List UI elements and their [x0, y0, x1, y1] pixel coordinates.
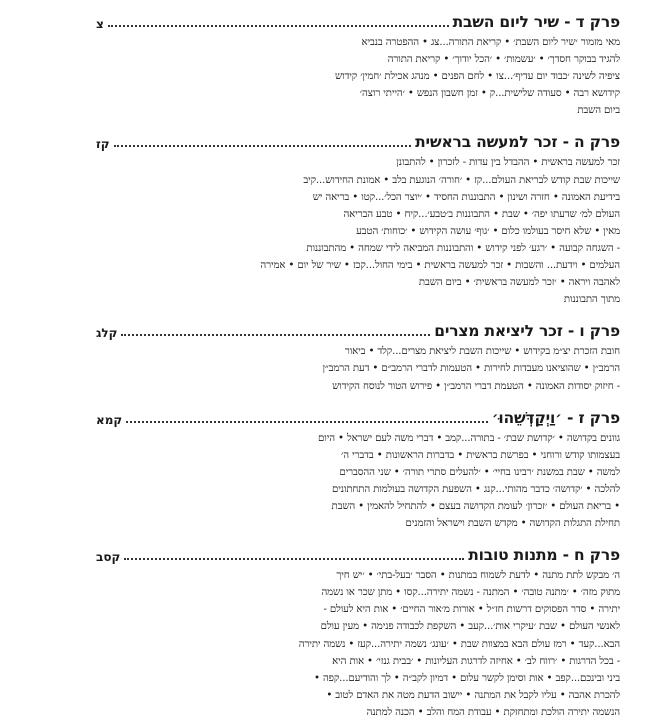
topic-line: יתירה • סדר הפסוקים דרשות חז״ל • אורות מ׳אור החיים׳ • אות היא לעולם -: [323, 604, 620, 616]
topic-line: למשה • שבת במשנת ׳רבינו בחיי׳ • ׳להעלים סתרי תורה׳ • שני ההסברים: [339, 466, 620, 478]
dot-leader: [114, 145, 412, 147]
chapter-topics: [116, 343, 620, 394]
chapter-heading: [96, 128, 620, 152]
chapter-topics: [116, 567, 620, 721]
chapter-page-number: קמא: [96, 412, 123, 427]
topic-line: לאהבה ויראה • ׳זכר למעשה בראשית׳ • ביום השבת: [418, 277, 620, 289]
chapter-heading: [96, 317, 620, 341]
chapter-title: פרק ו - זכר ליציאת מצרים: [434, 322, 620, 341]
chapter-heading: [96, 404, 620, 427]
topic-line: בעצמותו קודש ורוחני • בפרשת בראשית • בדברות הראשונות • בדברי ה׳: [341, 449, 620, 461]
dot-leader: [121, 334, 430, 336]
topic-line: מתוק מזה׳ • ׳מתנה טובה׳ • המתנה - נשמה יתירה...קסו • מתן שכר או נשמה: [321, 587, 620, 599]
chapter-title: פרק ה - זכר למעשה בראשית: [415, 133, 620, 152]
dot-leader: [126, 421, 487, 423]
topic-line: לאנשי העולם • שבת ׳עיקרי אות׳...קעב • השקפת לכבודה פנימה • מעין עולם: [320, 621, 620, 633]
topic-line: תחילת התגלות הקדושה • מקדש השבת וישראל והזמנים: [405, 518, 620, 530]
topic-line: להלכה • ׳קדושה׳ כדבר מהותי...קנג • השפעת הקדושה בעולמות התחתונים: [331, 483, 620, 495]
chapter-heading: [96, 541, 620, 565]
chapter-topics: [116, 154, 620, 308]
topic-line: - חיזוק יסודות האמונה • הטעמת דברי הרמב״ן • פירוש הטור לנוסח הקידוש: [332, 380, 620, 392]
topic-line: העולם למ׳ שדעתו יפה׳ • שבת • התבוננות ב׳טבע׳...קיח • טבע הבריאה: [343, 208, 620, 220]
chapter-8: [96, 541, 620, 721]
topic-line: ביני ובינכם...קפב • אות וסימן לקשר עלום • דמיון לקב״ה • לך והודיעם...קפה •: [314, 672, 620, 684]
topic-line: מתוך התבוננות: [563, 294, 620, 306]
topic-line: להגיד בבוקר חסדך׳ • ׳עשמות׳ • ׳הכל יודוך׳ • קריאת התורה: [387, 54, 620, 66]
topic-line: מאי מזמור ׳שיר ליום השבת׳ • קריאת התורה...צג • ההפטרה בנביא: [361, 37, 620, 48]
topic-line: ה׳ מבקש לתת מתנה • לדעת לשמוח במתנות • הסבר ׳בעל-בתי׳ • ׳יש חיך: [336, 570, 620, 582]
topic-line: העלמים • וידעת... והשבות • זכר למעשה בראשית • בימי החול...קכז • שיר של יום • אמירה: [260, 260, 620, 272]
topic-line: קידושא רבה • סעודה שלישית...ק • זמן חשבון הנפש • ׳הייתי רוצה׳: [359, 88, 620, 100]
topic-line: הנשמה יתירה הולכת ומתחזקת • עבודת המח והלב • הכנה למתנה: [366, 706, 620, 718]
topic-line: שייכות שבת קודש לבריאת העולם...קז • ׳חורה׳ הנוגעת בלב • אמונת החידוש...קיב: [303, 174, 620, 186]
topic-line: זכר למעשה בראשית • ההבדל בין עדות - לזכרון • להתבונן: [396, 157, 620, 169]
chapter-page-number: צ: [96, 17, 104, 31]
topic-line: • בריאת העולם • ׳זכרון׳ לעומת הקדושה בעצם • להתחיל להאמין • השבת: [331, 500, 620, 512]
chapter-4: [96, 8, 620, 119]
topic-line: מאין • שלא חיסר בעולמו כלום • ׳גוף׳ עושה הקידוש • ׳כוחות׳ הטבע: [356, 225, 620, 237]
chapter-page-number: קלג: [96, 326, 118, 341]
topic-line: הרמב״ן • שהוציאנו מעבדות לחירות • הטעמות לדברי הרמב״ם • דעת הרמב״ן: [322, 363, 620, 375]
chapter-page-number: קסב: [96, 550, 121, 565]
chapter-title: פרק ח - מתנות טובות: [468, 546, 620, 565]
topic-line: להכרת אהבה • עליו לקבל את המתנה • יישוב הדעת מטה את האדם לטוב •: [326, 689, 620, 701]
topic-line: חובת הזכרת יצ״מ בקידוש • שייכות השבת ליציאת מצרים...קלד • ביאור: [344, 346, 620, 358]
dot-leader: [124, 558, 464, 560]
chapter-topics: [116, 430, 620, 533]
topic-line: גוונים בקדושה • ׳קדושת שבת׳ - בתורה...קמב • דברי משה לעם ישראל • היום: [318, 432, 620, 444]
chapter-7: [96, 404, 620, 533]
chapter-topics: [116, 34, 620, 119]
topic-line: בידיעת האמונה • חזרה ושינון • התבוננות החסיד • ׳יוצר הכל׳...קטו • בריאה יש: [312, 191, 620, 203]
topic-line: הבא...קעד • רמז עולם הבא במצוות שבת • ׳עונג׳ נשמה יתירה...קעז • נשמה יתירה: [298, 638, 620, 650]
chapter-title: פרק ז - ׳וַיְקַדְּשֵׁהוּ׳: [491, 408, 620, 427]
chapter-title: פרק ד - שיר ליום השבת: [452, 13, 620, 31]
topic-line: ביום השבת: [577, 105, 620, 117]
chapter-heading: [96, 8, 620, 31]
chapter-6: [96, 317, 620, 394]
topic-line: - בכל הדרגות • ׳רווח לב׳ • אחיזה לדרגות העליונות • ׳בבית גנזי׳ • אות היא: [332, 655, 620, 667]
topic-line: ציפיה לשינה ׳כבוד יום עדיף׳...צו • לחם הפנים • מנהג אכילת ׳חמין׳ קידוש: [335, 71, 620, 83]
chapter-5: [96, 128, 620, 308]
chapter-page-number: קז: [96, 137, 110, 152]
dot-leader: [108, 25, 449, 27]
topic-line: - השגחה קבועה • ׳רגע׳ לפני קידוש • והתבוננות המביאה לידי שמחה • מהתבוננות: [306, 242, 620, 254]
